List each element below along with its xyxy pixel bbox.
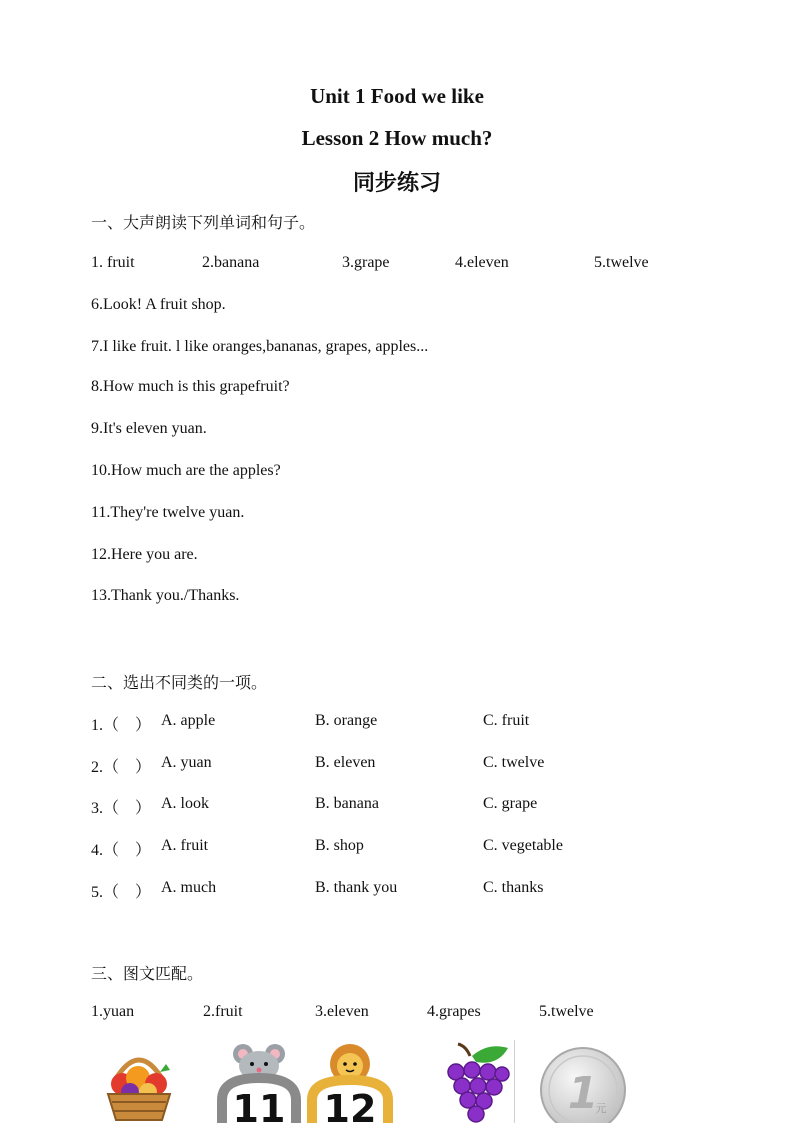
- match-word: 1.yuan: [91, 1003, 135, 1020]
- unit-title: Unit 1 Food we like: [310, 84, 484, 108]
- section3-heading: 三、图文匹配。: [91, 964, 204, 983]
- sentence-item: 12.Here you are.: [91, 546, 198, 563]
- option-b: B. banana: [315, 795, 379, 812]
- option-b: B. eleven: [315, 754, 376, 771]
- option-b: B. thank you: [315, 879, 398, 896]
- section2-heading: 二、选出不同类的一项。: [91, 673, 268, 692]
- twelve-number-text: 12: [323, 1087, 377, 1123]
- option-a: A. look: [161, 795, 209, 812]
- number-twelve-lion-icon: [306, 1042, 394, 1128]
- word-item: 5.twelve: [594, 254, 649, 271]
- option-c: C. twelve: [483, 754, 545, 771]
- option-c: C. thanks: [483, 879, 544, 896]
- option-c: C. grape: [483, 795, 538, 812]
- fruit-basket-icon: [100, 1042, 178, 1128]
- sentence-item: 7.I like fruit. l like oranges,bananas, grapes, apples...: [91, 338, 429, 355]
- option-a: A. apple: [161, 712, 216, 729]
- option-c: C. vegetable: [483, 837, 563, 854]
- answer-blank[interactable]: 4.（ ）: [91, 842, 152, 859]
- coin-yuan-text: 元: [595, 1102, 607, 1115]
- word-item: 1. fruit: [91, 254, 135, 271]
- option-a: A. fruit: [161, 837, 209, 854]
- coin-denomination-text: 1: [567, 1068, 599, 1119]
- answer-blank[interactable]: 5.（ ）: [91, 884, 152, 901]
- sentence-item: 13.Thank you./Thanks.: [91, 587, 240, 604]
- match-word: 3.eleven: [315, 1003, 369, 1020]
- number-eleven-mouse-icon: [216, 1042, 302, 1128]
- sentence-item: 10.How much are the apples?: [91, 462, 281, 479]
- section1-heading: 一、大声朗读下列单词和句子。: [91, 213, 316, 232]
- option-c: C. fruit: [483, 712, 530, 729]
- image-divider: [514, 1040, 515, 1123]
- match-word: 4.grapes: [427, 1003, 481, 1020]
- word-item: 2.banana: [202, 254, 260, 271]
- one-yuan-coin-icon: [539, 1046, 627, 1128]
- sentence-item: 6.Look! A fruit shop.: [91, 296, 226, 313]
- sentence-item: 11.They're twelve yuan.: [91, 504, 245, 521]
- answer-blank[interactable]: 2.（ ）: [91, 759, 152, 776]
- practice-title: 同步练习: [352, 171, 441, 196]
- match-word: 5.twelve: [539, 1003, 594, 1020]
- grapes-icon: [436, 1040, 516, 1128]
- option-b: B. orange: [315, 712, 378, 729]
- option-a: A. yuan: [161, 754, 212, 771]
- option-a: A. much: [161, 879, 217, 896]
- lesson-title: Lesson 2 How much?: [301, 126, 493, 150]
- word-item: 3.grape: [342, 254, 390, 271]
- answer-blank[interactable]: 1.（ ）: [91, 717, 152, 734]
- eleven-number-text: 11: [232, 1087, 286, 1123]
- sentence-item: 9.It's eleven yuan.: [91, 420, 207, 437]
- sentence-item: 8.How much is this grapefruit?: [91, 378, 290, 395]
- answer-blank[interactable]: 3.（ ）: [91, 800, 152, 817]
- word-item: 4.eleven: [455, 254, 509, 271]
- option-b: B. shop: [315, 837, 364, 854]
- match-word: 2.fruit: [203, 1003, 243, 1020]
